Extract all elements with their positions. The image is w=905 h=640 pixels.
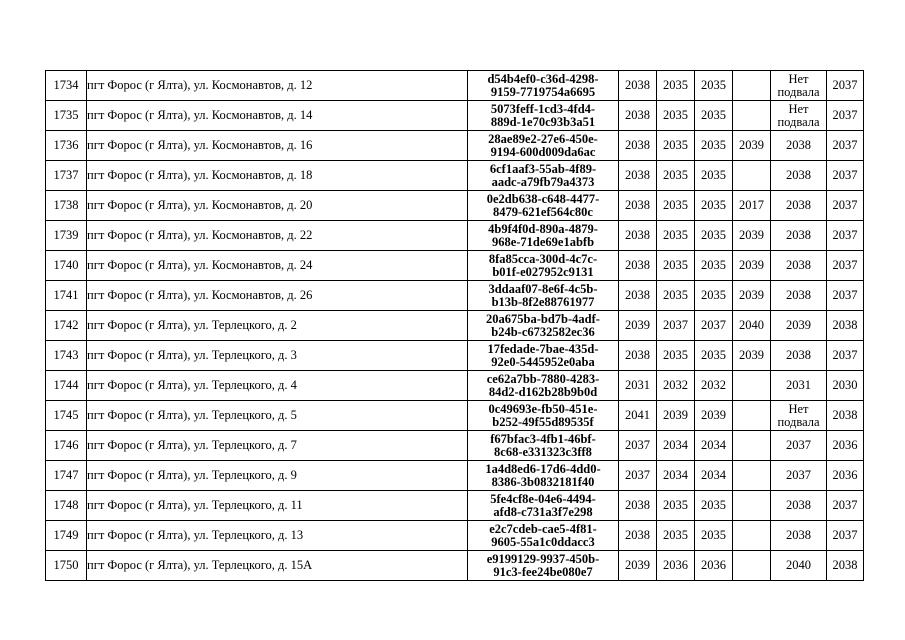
year-cell-y6: 2037	[827, 101, 864, 131]
guid-line-1: 1a4d8ed6-17d6-4dd0-	[485, 461, 601, 476]
row-number: 1743	[46, 341, 87, 371]
building-address: пгт Форос (г Ялта), ул. Терлецкого, д. 7	[87, 431, 468, 461]
year-cell-y1: 2039	[619, 311, 657, 341]
table-row	[46, 371, 864, 401]
guid-line-1: 17fedade-7bae-435d-	[487, 341, 599, 356]
row-number: 1741	[46, 281, 87, 311]
building-guid	[468, 431, 619, 461]
year-cell-y2: 2035	[657, 101, 695, 131]
year-cell-y1: 2038	[619, 521, 657, 551]
year-cell-y1: 2038	[619, 491, 657, 521]
year-cell-y3: 2035	[695, 521, 733, 551]
year-cell-y2: 2035	[657, 251, 695, 281]
building-guid	[468, 311, 619, 341]
row-number: 1744	[46, 371, 87, 401]
year-cell-y3: 2035	[695, 101, 733, 131]
year-cell-y3: 2035	[695, 341, 733, 371]
year-cell-y3: 2035	[695, 71, 733, 101]
housing-registry-table	[45, 70, 864, 581]
building-address: пгт Форос (г Ялта), ул. Космонавтов, д. 12	[87, 71, 468, 101]
year-cell-y4	[733, 161, 771, 191]
year-cell-y1: 2039	[619, 551, 657, 581]
guid-line-2: 8479-621ef564c80c	[493, 204, 593, 219]
year-cell-y5: 2038	[771, 221, 827, 251]
table-row	[46, 341, 864, 371]
year-cell-y2: 2032	[657, 371, 695, 401]
guid-line-2: 889d-1e70c93b3a51	[490, 114, 596, 129]
building-address: пгт Форос (г Ялта), ул. Космонавтов, д. 22	[87, 221, 468, 251]
year-cell-y2: 2036	[657, 551, 695, 581]
guid-line-2: 91c3-fee24be080e7	[493, 564, 593, 579]
year-cell-y6: 2037	[827, 491, 864, 521]
year-cell-y2: 2035	[657, 281, 695, 311]
year-cell-y4	[733, 491, 771, 521]
building-guid	[468, 371, 619, 401]
year-cell-y2: 2035	[657, 131, 695, 161]
year-cell-y4: 2039	[733, 251, 771, 281]
year-cell-y5: 2031	[771, 371, 827, 401]
guid-line-1: ce62a7bb-7880-4283-	[486, 371, 600, 386]
guid-line-1: e2c7cdeb-cae5-4f81-	[489, 521, 597, 536]
guid-line-2: b13b-8f2e88761977	[491, 294, 595, 309]
building-address: пгт Форос (г Ялта), ул. Космонавтов, д. 26	[87, 281, 468, 311]
year-cell-y4	[733, 71, 771, 101]
building-guid	[468, 71, 619, 101]
guid-line-1: 5073feff-1cd3-4fd4-	[490, 101, 596, 116]
year-cell-y4: 2039	[733, 341, 771, 371]
guid-line-2: b01f-e027952c9131	[492, 264, 594, 279]
year-cell-y1: 2038	[619, 221, 657, 251]
building-guid	[468, 191, 619, 221]
building-address: пгт Форос (г Ялта), ул. Терлецкого, д. 13	[87, 521, 468, 551]
year-cell-y4: 2039	[733, 221, 771, 251]
year-cell-y4: 2039	[733, 131, 771, 161]
year-cell-y6: 2038	[827, 401, 864, 431]
year-cell-y5: 2037	[771, 461, 827, 491]
year-cell-y5: 2039	[771, 311, 827, 341]
year-cell-y1: 2038	[619, 191, 657, 221]
year-cell-y2: 2035	[657, 521, 695, 551]
building-guid	[468, 521, 619, 551]
year-cell-y5: Нет подвала	[771, 71, 827, 101]
table-row	[46, 221, 864, 251]
table-row	[46, 101, 864, 131]
row-number: 1736	[46, 131, 87, 161]
table-body	[46, 71, 864, 581]
year-cell-y3: 2035	[695, 191, 733, 221]
year-cell-y1: 2041	[619, 401, 657, 431]
table-row	[46, 551, 864, 581]
year-cell-y5: 2038	[771, 251, 827, 281]
guid-line-1: 3ddaaf07-8e6f-4c5b-	[488, 281, 598, 296]
year-cell-y3: 2034	[695, 461, 733, 491]
year-cell-y3: 2035	[695, 131, 733, 161]
guid-line-2: 968e-71de69e1abfb	[491, 234, 595, 249]
building-address: пгт Форос (г Ялта), ул. Терлецкого, д. 4	[87, 371, 468, 401]
year-cell-y4	[733, 521, 771, 551]
table-row	[46, 251, 864, 281]
guid-line-1: 4b9f4f0d-890a-4879-	[488, 221, 598, 236]
row-number: 1747	[46, 461, 87, 491]
guid-line-2: 8c68-e331323c3ff8	[494, 444, 592, 459]
guid-line-2: aadc-a79fb79a4373	[491, 174, 595, 189]
year-cell-y4	[733, 551, 771, 581]
year-cell-y3: 2035	[695, 281, 733, 311]
building-address: пгт Форос (г Ялта), ул. Космонавтов, д. 24	[87, 251, 468, 281]
year-cell-y5: 2038	[771, 521, 827, 551]
table-row	[46, 461, 864, 491]
year-cell-y4	[733, 371, 771, 401]
row-number: 1746	[46, 431, 87, 461]
building-address: пгт Форос (г Ялта), ул. Терлецкого, д. 11	[87, 491, 468, 521]
building-guid	[468, 461, 619, 491]
year-cell-y6: 2037	[827, 191, 864, 221]
table-row	[46, 311, 864, 341]
year-cell-y6: 2037	[827, 251, 864, 281]
guid-line-2: 8386-3b0832181f40	[491, 474, 595, 489]
year-cell-y1: 2038	[619, 131, 657, 161]
guid-line-1: 5fe4cf8e-04e6-4494-	[490, 491, 596, 506]
year-cell-y5: 2038	[771, 341, 827, 371]
row-number: 1739	[46, 221, 87, 251]
year-cell-y6: 2036	[827, 461, 864, 491]
guid-line-2: 9605-55a1c0ddacc3	[491, 534, 595, 549]
building-address: пгт Форос (г Ялта), ул. Космонавтов, д. 14	[87, 101, 468, 131]
building-guid	[468, 551, 619, 581]
row-number: 1734	[46, 71, 87, 101]
year-cell-y4	[733, 101, 771, 131]
year-cell-y2: 2034	[657, 431, 695, 461]
building-guid	[468, 251, 619, 281]
year-cell-y5: 2038	[771, 131, 827, 161]
year-cell-y5: 2038	[771, 281, 827, 311]
year-cell-y6: 2038	[827, 551, 864, 581]
table-row	[46, 71, 864, 101]
guid-line-1: 20a675ba-bd7b-4adf-	[486, 311, 600, 326]
row-number: 1748	[46, 491, 87, 521]
building-address: пгт Форос (г Ялта), ул. Космонавтов, д. 16	[87, 131, 468, 161]
year-cell-y5: 2038	[771, 491, 827, 521]
year-cell-y3: 2035	[695, 251, 733, 281]
building-guid	[468, 101, 619, 131]
year-cell-y3: 2032	[695, 371, 733, 401]
year-cell-y2: 2035	[657, 491, 695, 521]
year-cell-y1: 2038	[619, 71, 657, 101]
row-number: 1735	[46, 101, 87, 131]
year-cell-y6: 2037	[827, 131, 864, 161]
year-cell-y3: 2035	[695, 161, 733, 191]
guid-line-2: afd8-c731a3f7e298	[493, 504, 593, 519]
year-cell-y1: 2038	[619, 161, 657, 191]
year-cell-y5: 2038	[771, 191, 827, 221]
year-cell-y4	[733, 461, 771, 491]
year-cell-y4: 2040	[733, 311, 771, 341]
building-address: пгт Форос (г Ялта), ул. Терлецкого, д. 15А	[87, 551, 468, 581]
guid-line-2: 9159-7719754a6695	[490, 84, 596, 99]
year-cell-y4	[733, 431, 771, 461]
table-row	[46, 521, 864, 551]
guid-line-2: b252-49f55d89535f	[492, 414, 594, 429]
guid-line-2: 9194-600d009da6ac	[490, 144, 596, 159]
year-cell-y1: 2038	[619, 281, 657, 311]
guid-line-1: 0c49693e-fb50-451e-	[488, 401, 598, 416]
year-cell-y6: 2037	[827, 71, 864, 101]
year-cell-y2: 2035	[657, 221, 695, 251]
year-cell-y2: 2037	[657, 311, 695, 341]
table-row	[46, 131, 864, 161]
year-cell-y6: 2037	[827, 161, 864, 191]
guid-line-2: 84d2-d162b28b9b0d	[488, 384, 598, 399]
building-address: пгт Форос (г Ялта), ул. Терлецкого, д. 2	[87, 311, 468, 341]
year-cell-y4: 2039	[733, 281, 771, 311]
year-cell-y3: 2035	[695, 221, 733, 251]
building-address: пгт Форос (г Ялта), ул. Терлецкого, д. 3	[87, 341, 468, 371]
table-row	[46, 431, 864, 461]
table-row	[46, 191, 864, 221]
year-cell-y1: 2038	[619, 341, 657, 371]
year-cell-y1: 2038	[619, 101, 657, 131]
year-cell-y2: 2035	[657, 71, 695, 101]
year-cell-y6: 2037	[827, 521, 864, 551]
row-number: 1740	[46, 251, 87, 281]
row-number: 1742	[46, 311, 87, 341]
year-cell-y6: 2037	[827, 281, 864, 311]
table-row	[46, 281, 864, 311]
row-number: 1749	[46, 521, 87, 551]
building-guid	[468, 401, 619, 431]
year-cell-y3: 2039	[695, 401, 733, 431]
year-cell-y1: 2038	[619, 251, 657, 281]
guid-line-2: b24b-c6732582ec36	[491, 324, 595, 339]
year-cell-y5: Нет подвала	[771, 401, 827, 431]
guid-line-1: 6cf1aaf3-55ab-4f89-	[489, 161, 597, 176]
year-cell-y6: 2030	[827, 371, 864, 401]
year-cell-y5: Нет подвала	[771, 101, 827, 131]
row-number: 1745	[46, 401, 87, 431]
row-number: 1750	[46, 551, 87, 581]
guid-line-1: 8fa85cca-300d-4c7c-	[488, 251, 598, 266]
year-cell-y1: 2037	[619, 461, 657, 491]
year-cell-y2: 2035	[657, 161, 695, 191]
row-number: 1737	[46, 161, 87, 191]
table-row	[46, 401, 864, 431]
year-cell-y3: 2036	[695, 551, 733, 581]
building-guid	[468, 341, 619, 371]
building-guid	[468, 491, 619, 521]
building-address: пгт Форос (г Ялта), ул. Терлецкого, д. 9	[87, 461, 468, 491]
building-guid	[468, 161, 619, 191]
year-cell-y4: 2017	[733, 191, 771, 221]
year-cell-y6: 2037	[827, 221, 864, 251]
year-cell-y2: 2034	[657, 461, 695, 491]
guid-line-1: e9199129-9937-450b-	[486, 551, 600, 566]
year-cell-y6: 2038	[827, 311, 864, 341]
year-cell-y1: 2031	[619, 371, 657, 401]
table-row	[46, 491, 864, 521]
table-row	[46, 161, 864, 191]
guid-line-1: f67bfac3-4fb1-46bf-	[490, 431, 596, 446]
year-cell-y1: 2037	[619, 431, 657, 461]
year-cell-y5: 2040	[771, 551, 827, 581]
guid-line-1: 28ae89e2-27e6-450e-	[488, 131, 598, 146]
year-cell-y3: 2037	[695, 311, 733, 341]
year-cell-y2: 2035	[657, 191, 695, 221]
year-cell-y2: 2039	[657, 401, 695, 431]
building-guid	[468, 221, 619, 251]
year-cell-y3: 2034	[695, 431, 733, 461]
year-cell-y6: 2036	[827, 431, 864, 461]
guid-line-1: 0e2db638-c648-4477-	[486, 191, 600, 206]
year-cell-y3: 2035	[695, 491, 733, 521]
row-number: 1738	[46, 191, 87, 221]
building-address: пгт Форос (г Ялта), ул. Космонавтов, д. 18	[87, 161, 468, 191]
year-cell-y4	[733, 401, 771, 431]
building-address: пгт Форос (г Ялта), ул. Терлецкого, д. 5	[87, 401, 468, 431]
building-address: пгт Форос (г Ялта), ул. Космонавтов, д. 20	[87, 191, 468, 221]
year-cell-y6: 2037	[827, 341, 864, 371]
guid-line-2: 92e0-5445952e0aba	[491, 354, 595, 369]
building-guid	[468, 281, 619, 311]
year-cell-y5: 2038	[771, 161, 827, 191]
year-cell-y5: 2037	[771, 431, 827, 461]
building-guid	[468, 131, 619, 161]
guid-line-1: d54b4ef0-c36d-4298-	[487, 71, 599, 86]
year-cell-y2: 2035	[657, 341, 695, 371]
